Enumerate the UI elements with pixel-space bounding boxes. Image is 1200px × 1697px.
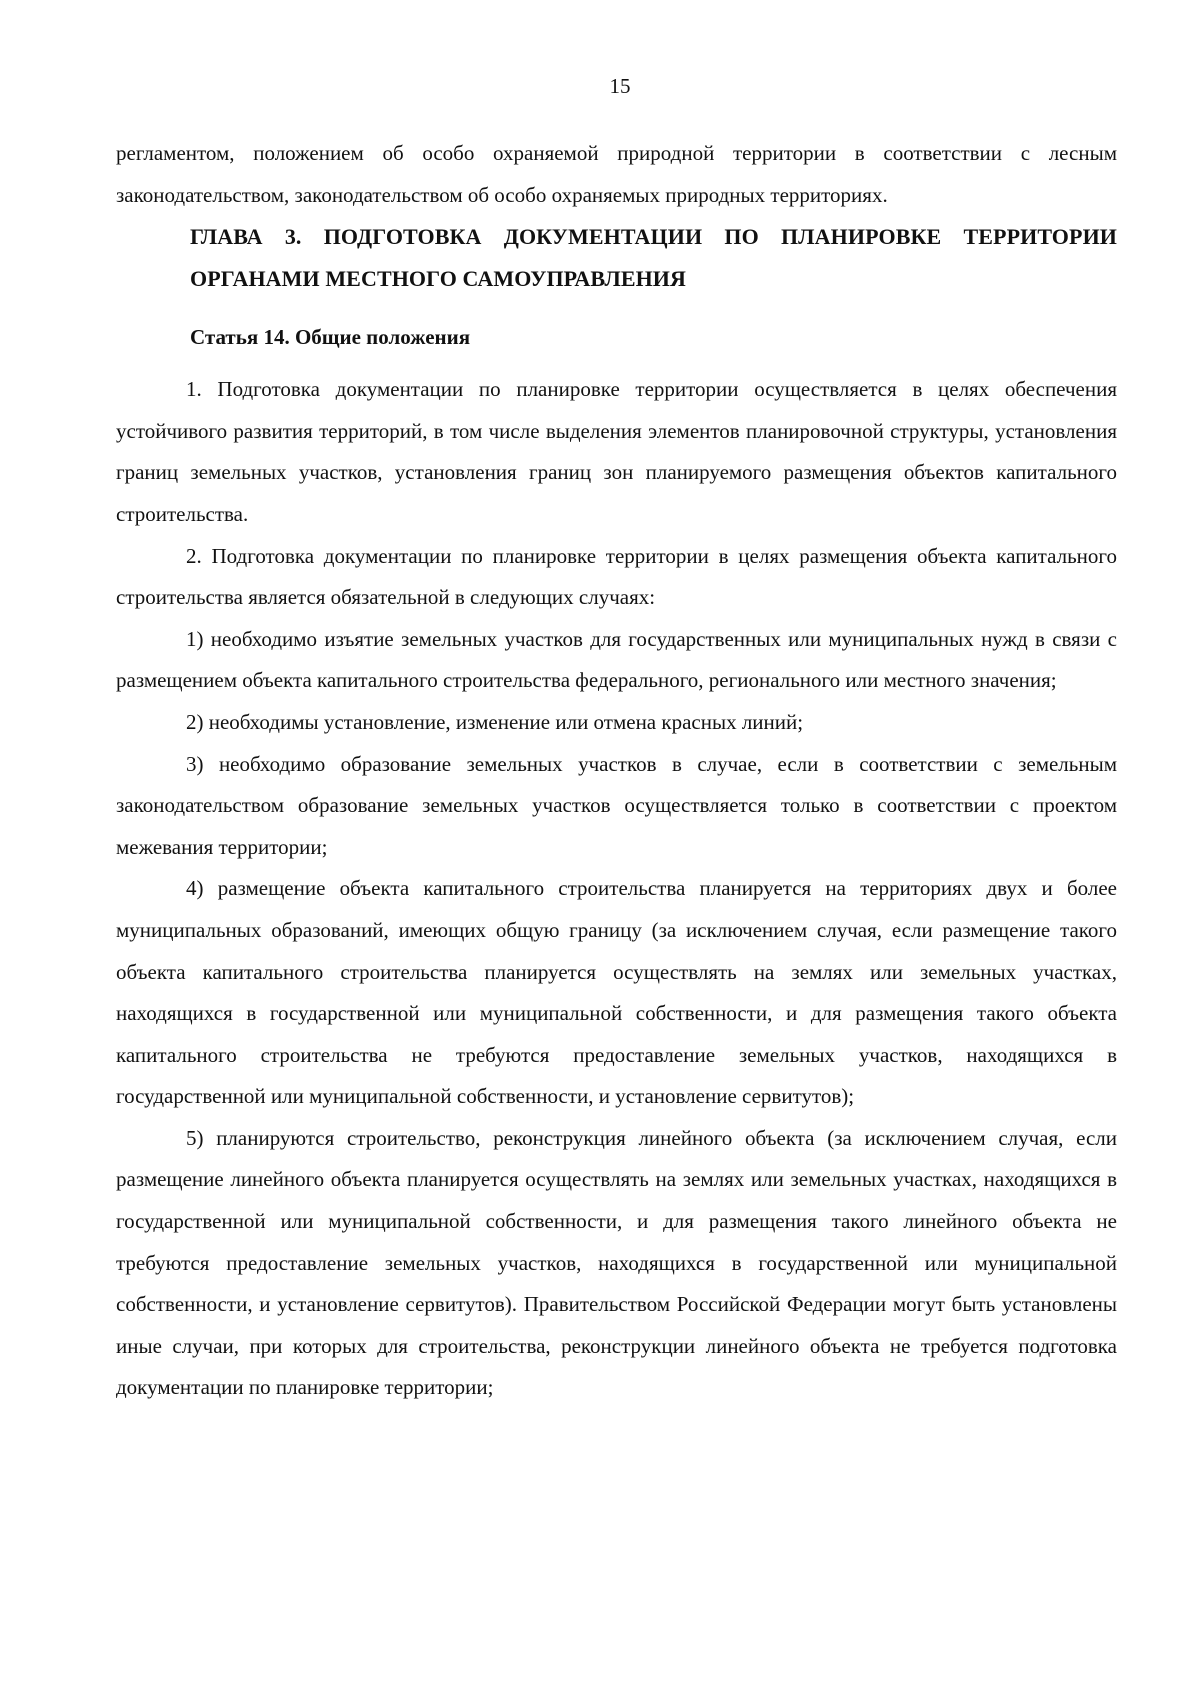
document-body (116, 133, 1117, 1409)
article-title: Статья 14. Общие положения (190, 325, 471, 350)
list-item-4: 4) размещение объекта капитального строительства планируется на территориях двух и более муниципальных образований, имеющих общую границу (за исключением случая, если размещение такого объекта капитального строительства планируется осуществлять на землях или земельных участках, находящихся в государственной или муниципальной собственности, и для размещения такого объекта капитального строительства не требуются предоставление земельных участков, находящихся в государственной или муниципальной собственности, и установление сервитутов); (116, 876, 1117, 1109)
paragraph-1: 1. Подготовка документации по планировке территории осуществляется в целях обеспечения устойчивого развития территорий, в том числе выделения элементов планировочной структуры, установления границ земельных участков, установления границ зон планируемого размещения объектов капитального строительства. (116, 377, 1117, 526)
list-item-1: 1) необходимо изъятие земельных участков для государственных или муниципальных нужд в связи с размещением объекта капитального строительства федерального, регионального или местного значения; (116, 626, 1117, 693)
intro-continuation-paragraph: регламентом, положением об особо охраняемой природной территории в соответствии с лесным законодательством, законодательством об особо охраняемых природных территориях. (116, 141, 1117, 207)
list-item-3: 3) необходимо образование земельных участков в случае, если в соответствии с земельным законодательством образование земельных участков осуществляется только в соответствии с проектом межевания территории; (116, 751, 1117, 859)
chapter-title: ГЛАВА 3. ПОДГОТОВКА ДОКУМЕНТАЦИИ ПО ПЛАНИРОВКЕ ТЕРРИТОРИИ ОРГАНАМИ МЕСТНОГО САМОУПРАВЛЕНИЯ (190, 224, 1117, 292)
paragraph-2: 2. Подготовка документации по планировке территории в целях размещения объекта капитального строительства является обязательной в следующих случаях: (116, 543, 1117, 610)
page-number: 15 (609, 74, 631, 98)
list-item-5: 5) планируются строительство, реконструкция линейного объекта (за исключением случая, если размещение линейного объекта планируется осуществлять на землях или земельных участках, находящихся в государственной или муниципальной собственности, и для размещения такого линейного объекта не требуются предоставление земельных участков, находящихся в государственной или муниципальной собственности, и установление сервитутов). Правительством Российской Федерации могут быть установлены иные случаи, при которых для строительства, реконструкции линейного объекта не требуется подготовка документации по планировке территории; (116, 1125, 1117, 1400)
list-item-2: 2) необходимы установление, изменение или отмена красных линий; (186, 709, 804, 734)
